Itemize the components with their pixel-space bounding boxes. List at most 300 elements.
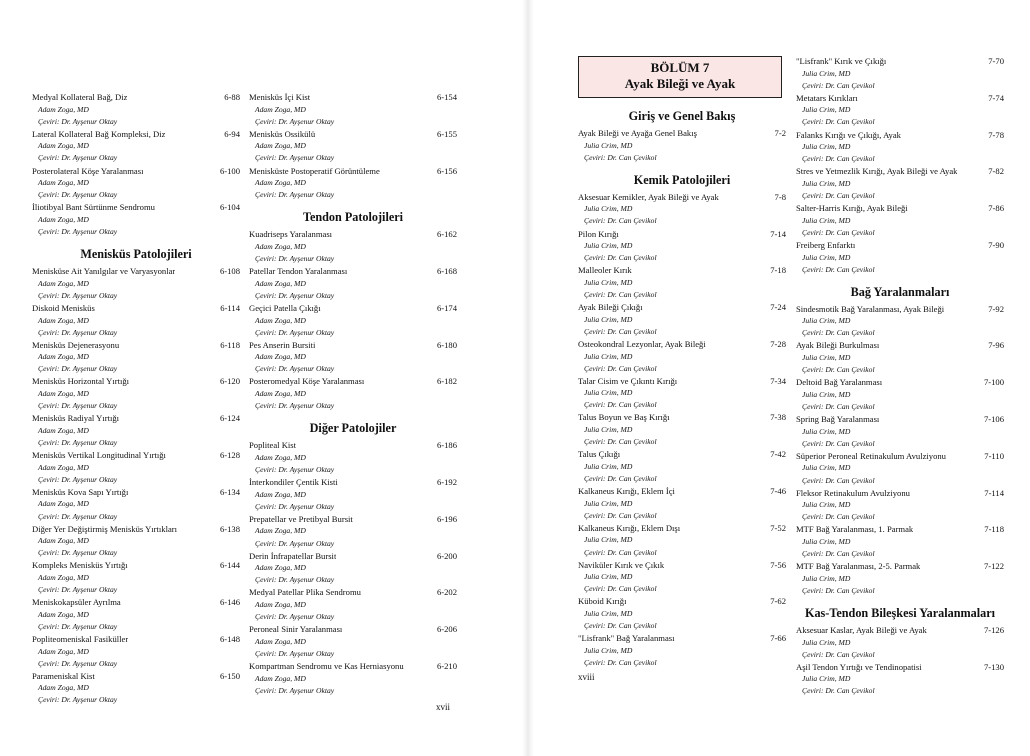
entry-translator: Çeviri: Dr. Can Çevikol bbox=[584, 253, 657, 263]
toc-entry-line bbox=[249, 476, 457, 489]
entry-page: 7-122 bbox=[983, 561, 1004, 572]
entry-page: 6-162 bbox=[436, 229, 457, 240]
entry-translator: Çeviri: Dr. Can Çevikol bbox=[584, 437, 657, 447]
entry-title: Medyal Patellar Plika Sendromu bbox=[249, 587, 361, 598]
entry-author: Julia Crim, MD bbox=[802, 426, 851, 436]
entry-author: Julia Crim, MD bbox=[802, 178, 851, 188]
entry-page: 7-126 bbox=[983, 624, 1004, 635]
toc-entry-line bbox=[578, 595, 786, 608]
toc-entry-line bbox=[796, 303, 1004, 316]
entry-author: Adam Zoga, MD bbox=[38, 536, 89, 546]
entry-translator: Çeviri: Dr. Ayşenur Oktay bbox=[38, 116, 118, 126]
toc-entry-line bbox=[249, 660, 457, 673]
section-heading: Menisküs Patolojileri bbox=[80, 247, 192, 262]
toc-entry bbox=[32, 339, 240, 376]
toc-entry-line bbox=[249, 339, 457, 352]
entry-title: Stres ve Yetmezlik Kırığı, Ayak Bileği ve Ayak bbox=[796, 166, 958, 177]
toc-column-3 bbox=[578, 100, 786, 669]
toc-entry-line bbox=[578, 127, 786, 140]
toc-entry bbox=[578, 632, 786, 669]
toc-entry-line bbox=[249, 439, 457, 452]
entry-translator: Çeviri: Dr. Ayşenur Oktay bbox=[255, 153, 335, 163]
entry-translator: Çeviri: Dr. Ayşenur Oktay bbox=[255, 501, 335, 511]
entry-author: Adam Zoga, MD bbox=[38, 389, 89, 399]
toc-entry bbox=[796, 661, 1004, 698]
entry-title: Naviküler Kırık ve Çıkık bbox=[578, 559, 665, 570]
toc-entry bbox=[578, 264, 786, 301]
toc-entry-line bbox=[796, 560, 1004, 573]
entry-page: 7-130 bbox=[983, 661, 1004, 672]
entry-title: Menisküs Radiyal Yırtığı bbox=[32, 413, 120, 424]
entry-author: Adam Zoga, MD bbox=[38, 104, 89, 114]
toc-entry-line bbox=[32, 523, 240, 536]
entry-translator: Çeviri: Dr. Ayşenur Oktay bbox=[255, 254, 335, 264]
toc-entry bbox=[249, 513, 457, 550]
entry-title: Menisküs Horizontal Yırtığı bbox=[32, 376, 130, 387]
entry-translator: Çeviri: Dr. Can Çevikol bbox=[584, 473, 657, 483]
entry-page: 7-14 bbox=[770, 228, 786, 239]
toc-entry bbox=[249, 302, 457, 339]
entry-page: 7-66 bbox=[770, 633, 786, 644]
entry-title: Kompleks Menisküs Yırtığı bbox=[32, 560, 128, 571]
entry-author: Julia Crim, MD bbox=[802, 463, 851, 473]
entry-author: Adam Zoga, MD bbox=[255, 673, 306, 683]
entry-title: Medyal Kollateral Bağ, Diz bbox=[32, 92, 128, 102]
entry-translator: Çeviri: Dr. Ayşenur Oktay bbox=[255, 648, 335, 658]
entry-author: Julia Crim, MD bbox=[584, 498, 633, 508]
entry-page: 6-186 bbox=[436, 440, 457, 451]
entry-author: Adam Zoga, MD bbox=[255, 104, 306, 114]
entry-page: 7-62 bbox=[770, 596, 786, 607]
entry-translator: Çeviri: Dr. Ayşenur Oktay bbox=[255, 290, 335, 300]
entry-title: Salter-Harris Kırığı, Ayak Bileği bbox=[796, 203, 908, 214]
entry-title: "Lisfrank" Bağ Yaralanması bbox=[578, 633, 675, 644]
toc-entry bbox=[796, 487, 1004, 524]
entry-title: MTF Bağ Yaralanması, 1. Parmak bbox=[796, 524, 914, 535]
entry-title: Freiberg Enfarktı bbox=[796, 239, 856, 250]
entry-author: Adam Zoga, MD bbox=[38, 278, 89, 288]
entry-translator: Çeviri: Dr. Ayşenur Oktay bbox=[38, 190, 118, 200]
entry-page: 7-86 bbox=[988, 203, 1004, 214]
entry-page: 7-78 bbox=[988, 129, 1004, 140]
toc-entry-line bbox=[796, 339, 1004, 352]
entry-page: 6-148 bbox=[219, 633, 240, 644]
toc-entry bbox=[578, 338, 786, 375]
entry-author: Adam Zoga, MD bbox=[255, 599, 306, 609]
toc-entry-line bbox=[32, 596, 240, 609]
entry-author: Adam Zoga, MD bbox=[38, 499, 89, 509]
entry-page: 7-8 bbox=[774, 191, 786, 202]
entry-author: Adam Zoga, MD bbox=[255, 178, 306, 188]
toc-entry bbox=[796, 165, 1004, 202]
toc-entry bbox=[578, 448, 786, 485]
entry-page: 7-28 bbox=[770, 338, 786, 349]
entry-translator: Çeviri: Dr. Can Çevikol bbox=[802, 80, 875, 90]
toc-entry-line bbox=[578, 191, 786, 204]
entry-translator: Çeviri: Dr. Can Çevikol bbox=[584, 152, 657, 162]
toc-entry-line bbox=[32, 339, 240, 352]
toc-entry-line bbox=[249, 128, 457, 141]
entry-title: Diğer Yer Değiştirmiş Menisküs Yırtıkları bbox=[32, 523, 178, 534]
entry-page: 6-104 bbox=[219, 202, 240, 213]
book-gutter bbox=[522, 0, 534, 756]
entry-translator: Çeviri: Dr. Ayşenur Oktay bbox=[38, 511, 118, 521]
entry-translator: Çeviri: Dr. Can Çevikol bbox=[802, 512, 875, 522]
entry-translator: Çeviri: Dr. Can Çevikol bbox=[584, 216, 657, 226]
toc-entry-line bbox=[578, 338, 786, 351]
entry-author: Adam Zoga, MD bbox=[255, 315, 306, 325]
entry-title: Malleoler Kırık bbox=[578, 265, 632, 276]
toc-entry-line bbox=[578, 264, 786, 277]
entry-author: Adam Zoga, MD bbox=[38, 315, 89, 325]
entry-title: MTF Bağ Yaralanması, 2-5. Parmak bbox=[796, 561, 921, 572]
entry-author: Adam Zoga, MD bbox=[38, 462, 89, 472]
entry-title: Menisküste Postoperatif Görüntüleme bbox=[249, 165, 380, 176]
entry-translator: Çeviri: Dr. Ayşenur Oktay bbox=[255, 538, 335, 548]
entry-page: 6-118 bbox=[220, 339, 240, 350]
entry-page: 7-42 bbox=[770, 449, 786, 460]
toc-entry bbox=[796, 624, 1004, 661]
entry-translator: Çeviri: Dr. Can Çevikol bbox=[802, 365, 875, 375]
entry-translator: Çeviri: Dr. Can Çevikol bbox=[584, 547, 657, 557]
entry-author: Adam Zoga, MD bbox=[38, 572, 89, 582]
entry-page: 6-100 bbox=[219, 165, 240, 176]
entry-title: Aksesuar Kaslar, Ayak Bileği ve Ayak bbox=[796, 624, 927, 635]
toc-entry bbox=[578, 127, 786, 164]
entry-author: Julia Crim, MD bbox=[802, 252, 851, 262]
entry-translator: Çeviri: Dr. Ayşenur Oktay bbox=[38, 437, 118, 447]
entry-author: Julia Crim, MD bbox=[584, 314, 633, 324]
entry-title: Osteokondral Lezyonlar, Ayak Bileği bbox=[578, 338, 706, 349]
toc-entry-line bbox=[578, 485, 786, 498]
entry-page: 7-24 bbox=[770, 302, 786, 313]
entry-title: Menisküs Dejenerasyonu bbox=[32, 339, 120, 350]
entry-translator: Çeviri: Dr. Can Çevikol bbox=[802, 438, 875, 448]
entry-title: Aksesuar Kemikler, Ayak Bileği ve Ayak bbox=[578, 191, 719, 202]
entry-page: 7-82 bbox=[988, 166, 1004, 177]
toc-entry bbox=[249, 91, 457, 128]
toc-entry bbox=[578, 595, 786, 632]
toc-entry-line bbox=[32, 165, 240, 178]
entry-page: 6-180 bbox=[436, 339, 457, 350]
section-heading: Bağ Yaralanmaları bbox=[850, 284, 950, 299]
entry-translator: Çeviri: Dr. Ayşenur Oktay bbox=[255, 401, 335, 411]
toc-entry bbox=[32, 91, 240, 128]
toc-entry bbox=[32, 449, 240, 486]
entry-title: Falanks Kırığı ve Çıkığı, Ayak bbox=[796, 129, 901, 140]
toc-entry bbox=[796, 202, 1004, 239]
toc-entry-line bbox=[796, 661, 1004, 674]
entry-page: 6-94 bbox=[224, 128, 240, 139]
entry-title: Meniskokapsüler Ayrılma bbox=[32, 597, 121, 608]
entry-title: Parameniskal Kist bbox=[32, 670, 95, 681]
entry-title: Pes Anserin Bursiti bbox=[249, 339, 316, 350]
entry-title: Fleksor Retinakulum Avulziyonu bbox=[796, 487, 910, 498]
entry-author: Julia Crim, MD bbox=[584, 351, 633, 361]
toc-entry-line bbox=[796, 487, 1004, 500]
entry-page: 7-70 bbox=[988, 56, 1004, 66]
entry-translator: Çeviri: Dr. Ayşenur Oktay bbox=[255, 327, 335, 337]
toc-entry bbox=[578, 228, 786, 265]
toc-entry-line bbox=[32, 302, 240, 315]
entry-page: 6-144 bbox=[219, 560, 240, 571]
entry-title: "Lisfrank" Kırık ve Çıkığı bbox=[796, 56, 887, 66]
entry-page: 6-154 bbox=[436, 92, 457, 102]
toc-entry-line bbox=[32, 559, 240, 572]
entry-page: 7-110 bbox=[984, 450, 1004, 461]
toc-entry-line bbox=[578, 301, 786, 314]
entry-title: Talus Boyun ve Baş Kırığı bbox=[578, 412, 670, 423]
entry-page: 6-206 bbox=[436, 624, 457, 635]
toc-entry bbox=[796, 239, 1004, 276]
toc-entry bbox=[578, 559, 786, 596]
entry-title: Kuadriseps Yaralanması bbox=[249, 229, 333, 240]
entry-page: 7-74 bbox=[988, 92, 1004, 103]
entry-translator: Çeviri: Dr. Ayşenur Oktay bbox=[38, 401, 118, 411]
entry-translator: Çeviri: Dr. Ayşenur Oktay bbox=[38, 585, 118, 595]
toc-entry-line bbox=[249, 165, 457, 178]
entry-title: Aşil Tendon Yırtığı ve Tendinopatisi bbox=[796, 661, 922, 672]
toc-entry bbox=[796, 55, 1004, 92]
entry-page: 6-182 bbox=[436, 376, 457, 387]
toc-entry bbox=[796, 523, 1004, 560]
toc-entry-line bbox=[796, 165, 1004, 178]
entry-page: 7-46 bbox=[770, 486, 786, 497]
entry-page: 7-90 bbox=[988, 239, 1004, 250]
entry-title: İliotibyal Bant Sürtünme Sendromu bbox=[32, 202, 155, 213]
entry-author: Julia Crim, MD bbox=[584, 645, 633, 655]
entry-page: 6-120 bbox=[219, 376, 240, 387]
entry-page: 6-155 bbox=[436, 128, 457, 139]
entry-page: 6-210 bbox=[436, 660, 457, 671]
section-heading: Kas-Tendon Bileşkesi Yaralanmaları bbox=[804, 605, 996, 620]
entry-translator: Çeviri: Dr. Can Çevikol bbox=[802, 549, 875, 559]
entry-page: 7-2 bbox=[774, 128, 786, 138]
entry-title: Posterolateral Köşe Yaralanması bbox=[32, 165, 144, 176]
entry-author: Adam Zoga, MD bbox=[255, 452, 306, 462]
toc-entry-line bbox=[32, 670, 240, 683]
toc-entry-line bbox=[578, 448, 786, 461]
entry-translator: Çeviri: Dr. Can Çevikol bbox=[802, 154, 875, 164]
entry-translator: Çeviri: Dr. Can Çevikol bbox=[802, 649, 875, 659]
toc-entry-line bbox=[796, 523, 1004, 536]
entry-translator: Çeviri: Dr. Ayşenur Oktay bbox=[38, 548, 118, 558]
toc-entry-line bbox=[578, 411, 786, 424]
entry-title: Ayak Bileği Burkulması bbox=[796, 340, 880, 351]
entry-translator: Çeviri: Dr. Ayşenur Oktay bbox=[255, 116, 335, 126]
toc-entry bbox=[32, 265, 240, 302]
entry-title: Kompartman Sendromu ve Kas Herniasyonu bbox=[249, 660, 404, 671]
toc-entry-line bbox=[249, 265, 457, 278]
toc-entry-line bbox=[578, 375, 786, 388]
toc-entry bbox=[32, 523, 240, 560]
toc-entry-line bbox=[32, 412, 240, 425]
toc-entry-line bbox=[796, 413, 1004, 426]
entry-title: Sindesmotik Bağ Yaralanması, Ayak Bileği bbox=[796, 303, 945, 314]
entry-author: Julia Crim, MD bbox=[584, 241, 633, 251]
entry-page: 6-192 bbox=[436, 477, 457, 488]
entry-translator: Çeviri: Dr. Can Çevikol bbox=[802, 191, 875, 201]
entry-author: Adam Zoga, MD bbox=[255, 563, 306, 573]
entry-translator: Çeviri: Dr. Ayşenur Oktay bbox=[255, 364, 335, 374]
entry-page: 7-52 bbox=[770, 522, 786, 533]
section-heading: Tendon Patolojileri bbox=[302, 210, 404, 225]
entry-author: Julia Crim, MD bbox=[584, 608, 633, 618]
entry-author: Julia Crim, MD bbox=[802, 536, 851, 546]
entry-author: Adam Zoga, MD bbox=[255, 241, 306, 251]
section-heading: Giriş ve Genel Bakış bbox=[628, 109, 736, 123]
entry-page: 7-118 bbox=[984, 524, 1004, 535]
toc-entry-line bbox=[796, 376, 1004, 389]
entry-title: İnterkondiler Çentik Kisti bbox=[249, 477, 338, 488]
entry-title: Talar Cisim ve Çıkıntı Kırığı bbox=[578, 375, 678, 386]
toc-entry-line bbox=[249, 550, 457, 563]
entry-title: Lateral Kollateral Bağ Kompleksi, Diz bbox=[32, 128, 166, 139]
entry-translator: Çeviri: Dr. Can Çevikol bbox=[802, 401, 875, 411]
toc-entry bbox=[578, 411, 786, 448]
entry-title: Talus Çıkığı bbox=[578, 449, 621, 460]
toc-entry-line bbox=[796, 92, 1004, 105]
entry-title: Ayak Bileği ve Ayağa Genel Bakış bbox=[578, 128, 697, 138]
entry-author: Adam Zoga, MD bbox=[255, 526, 306, 536]
toc-entry bbox=[578, 301, 786, 338]
toc-entry-line bbox=[249, 302, 457, 315]
entry-translator: Çeviri: Dr. Can Çevikol bbox=[802, 264, 875, 274]
page-number-right: xviii bbox=[578, 672, 595, 682]
toc-entry-line bbox=[249, 375, 457, 388]
entry-author: Julia Crim, MD bbox=[802, 215, 851, 225]
entry-title: Prepatellar ve Pretibyal Bursit bbox=[249, 513, 353, 524]
entry-page: 7-96 bbox=[988, 340, 1004, 351]
entry-page: 6-202 bbox=[436, 587, 457, 598]
chapter-heading-box bbox=[578, 56, 782, 98]
entry-author: Adam Zoga, MD bbox=[38, 646, 89, 656]
entry-page: 6-108 bbox=[219, 266, 240, 277]
entry-author: Adam Zoga, MD bbox=[255, 278, 306, 288]
entry-translator: Çeviri: Dr. Ayşenur Oktay bbox=[255, 685, 335, 695]
entry-translator: Çeviri: Dr. Ayşenur Oktay bbox=[255, 612, 335, 622]
toc-entry bbox=[32, 596, 240, 633]
entry-author: Adam Zoga, MD bbox=[38, 683, 89, 693]
toc-entry bbox=[32, 165, 240, 202]
entry-translator: Çeviri: Dr. Ayşenur Oktay bbox=[255, 464, 335, 474]
toc-entry-line bbox=[249, 91, 457, 104]
entry-author: Adam Zoga, MD bbox=[255, 389, 306, 399]
toc-entry bbox=[32, 128, 240, 165]
toc-entry bbox=[249, 623, 457, 660]
entry-author: Julia Crim, MD bbox=[584, 572, 633, 582]
entry-title: Peroneal Sinir Yaralanması bbox=[249, 624, 343, 635]
toc-entry-line bbox=[32, 449, 240, 462]
entry-translator: Çeviri: Dr. Can Çevikol bbox=[802, 117, 875, 127]
entry-page: 7-100 bbox=[983, 377, 1004, 388]
toc-entry-line bbox=[578, 632, 786, 645]
entry-title: Pilon Kırığı bbox=[578, 228, 619, 239]
entry-author: Julia Crim, MD bbox=[802, 674, 851, 684]
toc-entry-line bbox=[796, 55, 1004, 68]
toc-entry-line bbox=[32, 486, 240, 499]
toc-entry-line bbox=[32, 633, 240, 646]
entry-page: 6-124 bbox=[219, 413, 240, 424]
toc-column-4 bbox=[796, 55, 1004, 698]
toc-entry-line bbox=[578, 228, 786, 241]
entry-translator: Çeviri: Dr. Can Çevikol bbox=[584, 400, 657, 410]
entry-author: Julia Crim, MD bbox=[802, 105, 851, 115]
toc-entry-line bbox=[249, 586, 457, 599]
entry-author: Julia Crim, MD bbox=[584, 535, 633, 545]
toc-entry bbox=[249, 550, 457, 587]
toc-entry bbox=[32, 559, 240, 596]
toc-entry bbox=[249, 339, 457, 376]
entry-author: Adam Zoga, MD bbox=[255, 352, 306, 362]
entry-page: 6-150 bbox=[219, 670, 240, 681]
toc-entry bbox=[796, 339, 1004, 376]
entry-translator: Çeviri: Dr. Can Çevikol bbox=[802, 475, 875, 485]
entry-page: 6-114 bbox=[220, 302, 240, 313]
entry-author: Adam Zoga, MD bbox=[38, 425, 89, 435]
toc-entry bbox=[796, 92, 1004, 129]
toc-entry bbox=[796, 450, 1004, 487]
entry-author: Julia Crim, MD bbox=[802, 637, 851, 647]
entry-translator: Çeviri: Dr. Can Çevikol bbox=[584, 621, 657, 631]
toc-entry-line bbox=[796, 450, 1004, 463]
entry-title: Menisküs Kova Sapı Yırtığı bbox=[32, 486, 129, 497]
toc-entry-line bbox=[32, 265, 240, 278]
toc-entry bbox=[249, 439, 457, 476]
toc-entry-line bbox=[249, 513, 457, 526]
entry-translator: Çeviri: Dr. Can Çevikol bbox=[802, 585, 875, 595]
entry-author: Adam Zoga, MD bbox=[255, 489, 306, 499]
toc-entry bbox=[32, 670, 240, 707]
toc-column-2 bbox=[249, 91, 457, 697]
entry-title: Menisküse Ait Yanılgılar ve Varyasyonlar bbox=[32, 266, 176, 277]
toc-entry-line bbox=[796, 624, 1004, 637]
entry-page: 7-114 bbox=[984, 487, 1004, 498]
entry-title: Süperior Peroneal Retinakulum Avulziyonu bbox=[796, 450, 946, 461]
toc-entry-line bbox=[32, 91, 240, 104]
entry-translator: Çeviri: Dr. Ayşenur Oktay bbox=[38, 364, 118, 374]
entry-translator: Çeviri: Dr. Ayşenur Oktay bbox=[255, 190, 335, 200]
toc-entry bbox=[578, 191, 786, 228]
section-heading: Kemik Patolojileri bbox=[633, 172, 731, 187]
page-number-left: xvii bbox=[436, 702, 451, 712]
entry-translator: Çeviri: Dr. Can Çevikol bbox=[584, 363, 657, 373]
entry-author: Adam Zoga, MD bbox=[38, 141, 89, 151]
toc-entry-line bbox=[796, 239, 1004, 252]
entry-translator: Çeviri: Dr. Ayşenur Oktay bbox=[38, 327, 118, 337]
entry-translator: Çeviri: Dr. Can Çevikol bbox=[802, 328, 875, 338]
entry-title: Diskoid Menisküs bbox=[32, 302, 95, 313]
toc-entry bbox=[249, 660, 457, 697]
toc-entry bbox=[249, 228, 457, 265]
entry-title: Derin İnfrapatellar Bursit bbox=[249, 550, 337, 561]
entry-title: Metatars Kırıkları bbox=[796, 92, 858, 103]
toc-entry bbox=[32, 412, 240, 449]
toc-entry-line bbox=[578, 522, 786, 535]
entry-page: 7-34 bbox=[770, 375, 786, 386]
toc-entry bbox=[796, 413, 1004, 450]
entry-author: Julia Crim, MD bbox=[802, 573, 851, 583]
entry-title: Küboid Kırığı bbox=[578, 596, 627, 607]
toc-entry bbox=[578, 375, 786, 412]
entry-translator: Çeviri: Dr. Can Çevikol bbox=[584, 326, 657, 336]
entry-title: Menisküs Ossikülü bbox=[249, 128, 316, 139]
entry-page: 6-128 bbox=[219, 450, 240, 461]
entry-translator: Çeviri: Dr. Ayşenur Oktay bbox=[38, 227, 118, 237]
chapter-title: Ayak Bileği ve Ayak bbox=[624, 76, 736, 91]
toc-entry bbox=[578, 485, 786, 522]
entry-translator: Çeviri: Dr. Can Çevikol bbox=[584, 657, 657, 667]
